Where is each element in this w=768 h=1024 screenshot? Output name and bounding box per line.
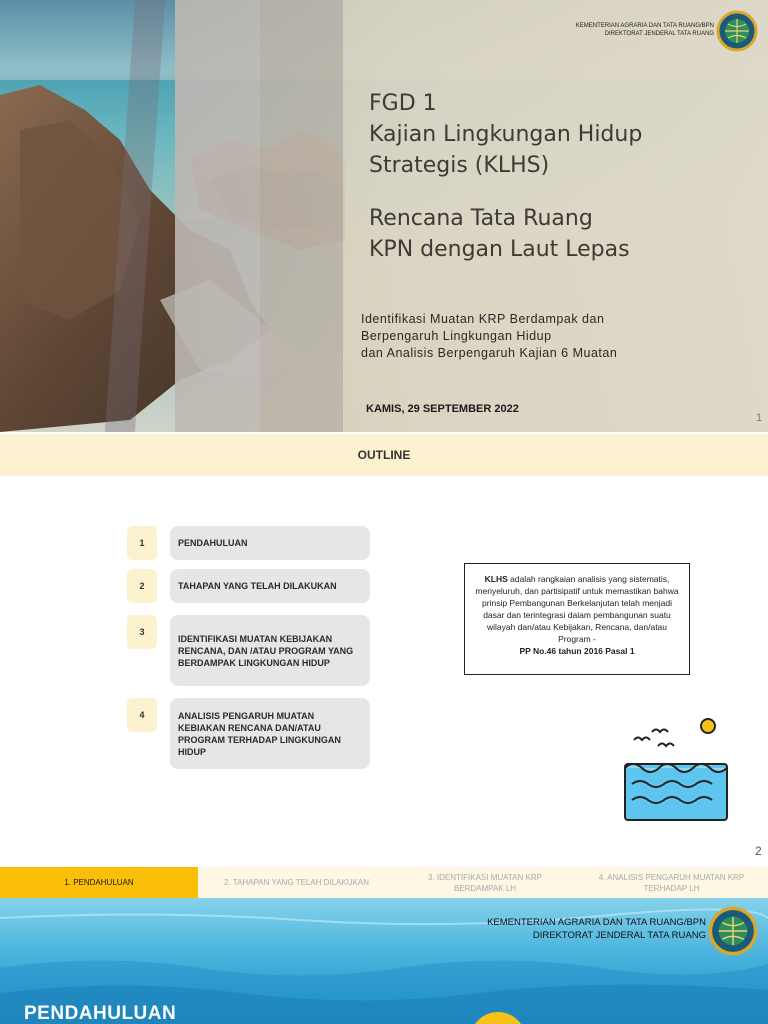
outline-item-pendahuluan: PENDAHULUAN: [170, 526, 370, 560]
outline-item-number: 1: [127, 526, 157, 560]
event-date: KAMIS, 29 SEPTEMBER 2022: [366, 403, 519, 415]
slide-title: [369, 88, 642, 265]
outline-item-tahapan: TAHAPAN YANG TELAH DILAKUKAN: [170, 569, 370, 603]
ministry-name: KEMENTERIAN AGRARIA DAN TATA RUANG/BPN: [575, 23, 714, 29]
page-number: 1: [756, 412, 763, 424]
tab-pendahuluan[interactable]: 1. PENDAHULUAN: [0, 867, 198, 898]
subtitle-line: Identifikasi Muatan KRP Berdampak dan: [361, 312, 605, 326]
title-slide: [0, 0, 768, 432]
outline-item-identifikasi: IDENTIFIKASI MUATAN KEBIJAKAN RENCANA, DAN /ATAU PROGRAM YANG BERDAMPAK LINGKUNGAN HIDUP: [170, 615, 370, 686]
title-line: Rencana Tata Ruang: [369, 206, 593, 231]
subtitle-line: dan Analisis Berpengaruh Kajian 6 Muatan: [361, 346, 618, 360]
section-slide: [0, 864, 768, 1024]
slide-subtitle: [361, 311, 617, 362]
decorative-stripe: [260, 0, 343, 432]
outline-slide: [0, 432, 768, 864]
title-line: Kajian Lingkungan Hidup: [369, 122, 643, 147]
decorative-stripe: [175, 0, 260, 432]
ministry-header: [576, 22, 714, 38]
ministry-name: KEMENTERIAN AGRARIA DAN TATA RUANG/BPN: [487, 917, 706, 928]
tab-tahapan[interactable]: 2. TAHAPAN YANG TELAH DILAKUKAN: [198, 867, 395, 898]
outline-title: OUTLINE: [357, 448, 411, 462]
subtitle-line: Berpengaruh Lingkungan Hidup: [361, 329, 552, 343]
outline-item-number: 3: [127, 615, 157, 649]
directorate-name: DIREKTORAT JENDERAL TATA RUANG: [604, 31, 714, 37]
outline-item-number: 4: [127, 698, 157, 732]
sea-sun-birds-icon: [620, 712, 732, 824]
title-line: KPN dengan Laut Lepas: [369, 237, 630, 262]
outline-item-analisis: ANALISIS PENGARUH MUATAN KEBIAKAN RENCANA DAN/ATAU PROGRAM TERHADAP LINGKUNGAN HIDUP: [170, 698, 370, 769]
definition-text: adalah rangkaian analisis yang sistematis, menyeluruh, dan partisipatif untuk memastikan bahwa prinsip Pembangunan Berkelanjutan telah menjadi dasar dan terintegrasi dalam pembangunan suatu wilayah dan/atau Kebijakan, Rencana, dan/atau Program -: [475, 574, 679, 644]
ministry-logo-icon: [716, 10, 758, 52]
section-title: PENDAHULUAN: [24, 1003, 177, 1024]
definition-term: KLHS: [484, 574, 508, 584]
title-line: FGD 1: [369, 91, 437, 116]
directorate-name: DIREKTORAT JENDERAL TATA RUANG: [532, 930, 706, 941]
title-line: Strategis (KLHS): [369, 153, 550, 178]
ministry-header: [487, 916, 706, 942]
ministry-logo-icon: [708, 906, 758, 956]
klhs-definition-box: [464, 563, 690, 675]
tab-identifikasi[interactable]: 3. IDENTIFIKASI MUATAN KRP BERDAMPAK LH: [395, 867, 575, 898]
definition-source: PP No.46 tahun 2016 Pasal 1: [519, 646, 635, 656]
page-number: 2: [755, 844, 762, 858]
tab-analisis[interactable]: 4. ANALISIS PENGARUH MUATAN KRP TERHADAP LH: [575, 867, 768, 898]
outline-item-number: 2: [127, 569, 157, 603]
